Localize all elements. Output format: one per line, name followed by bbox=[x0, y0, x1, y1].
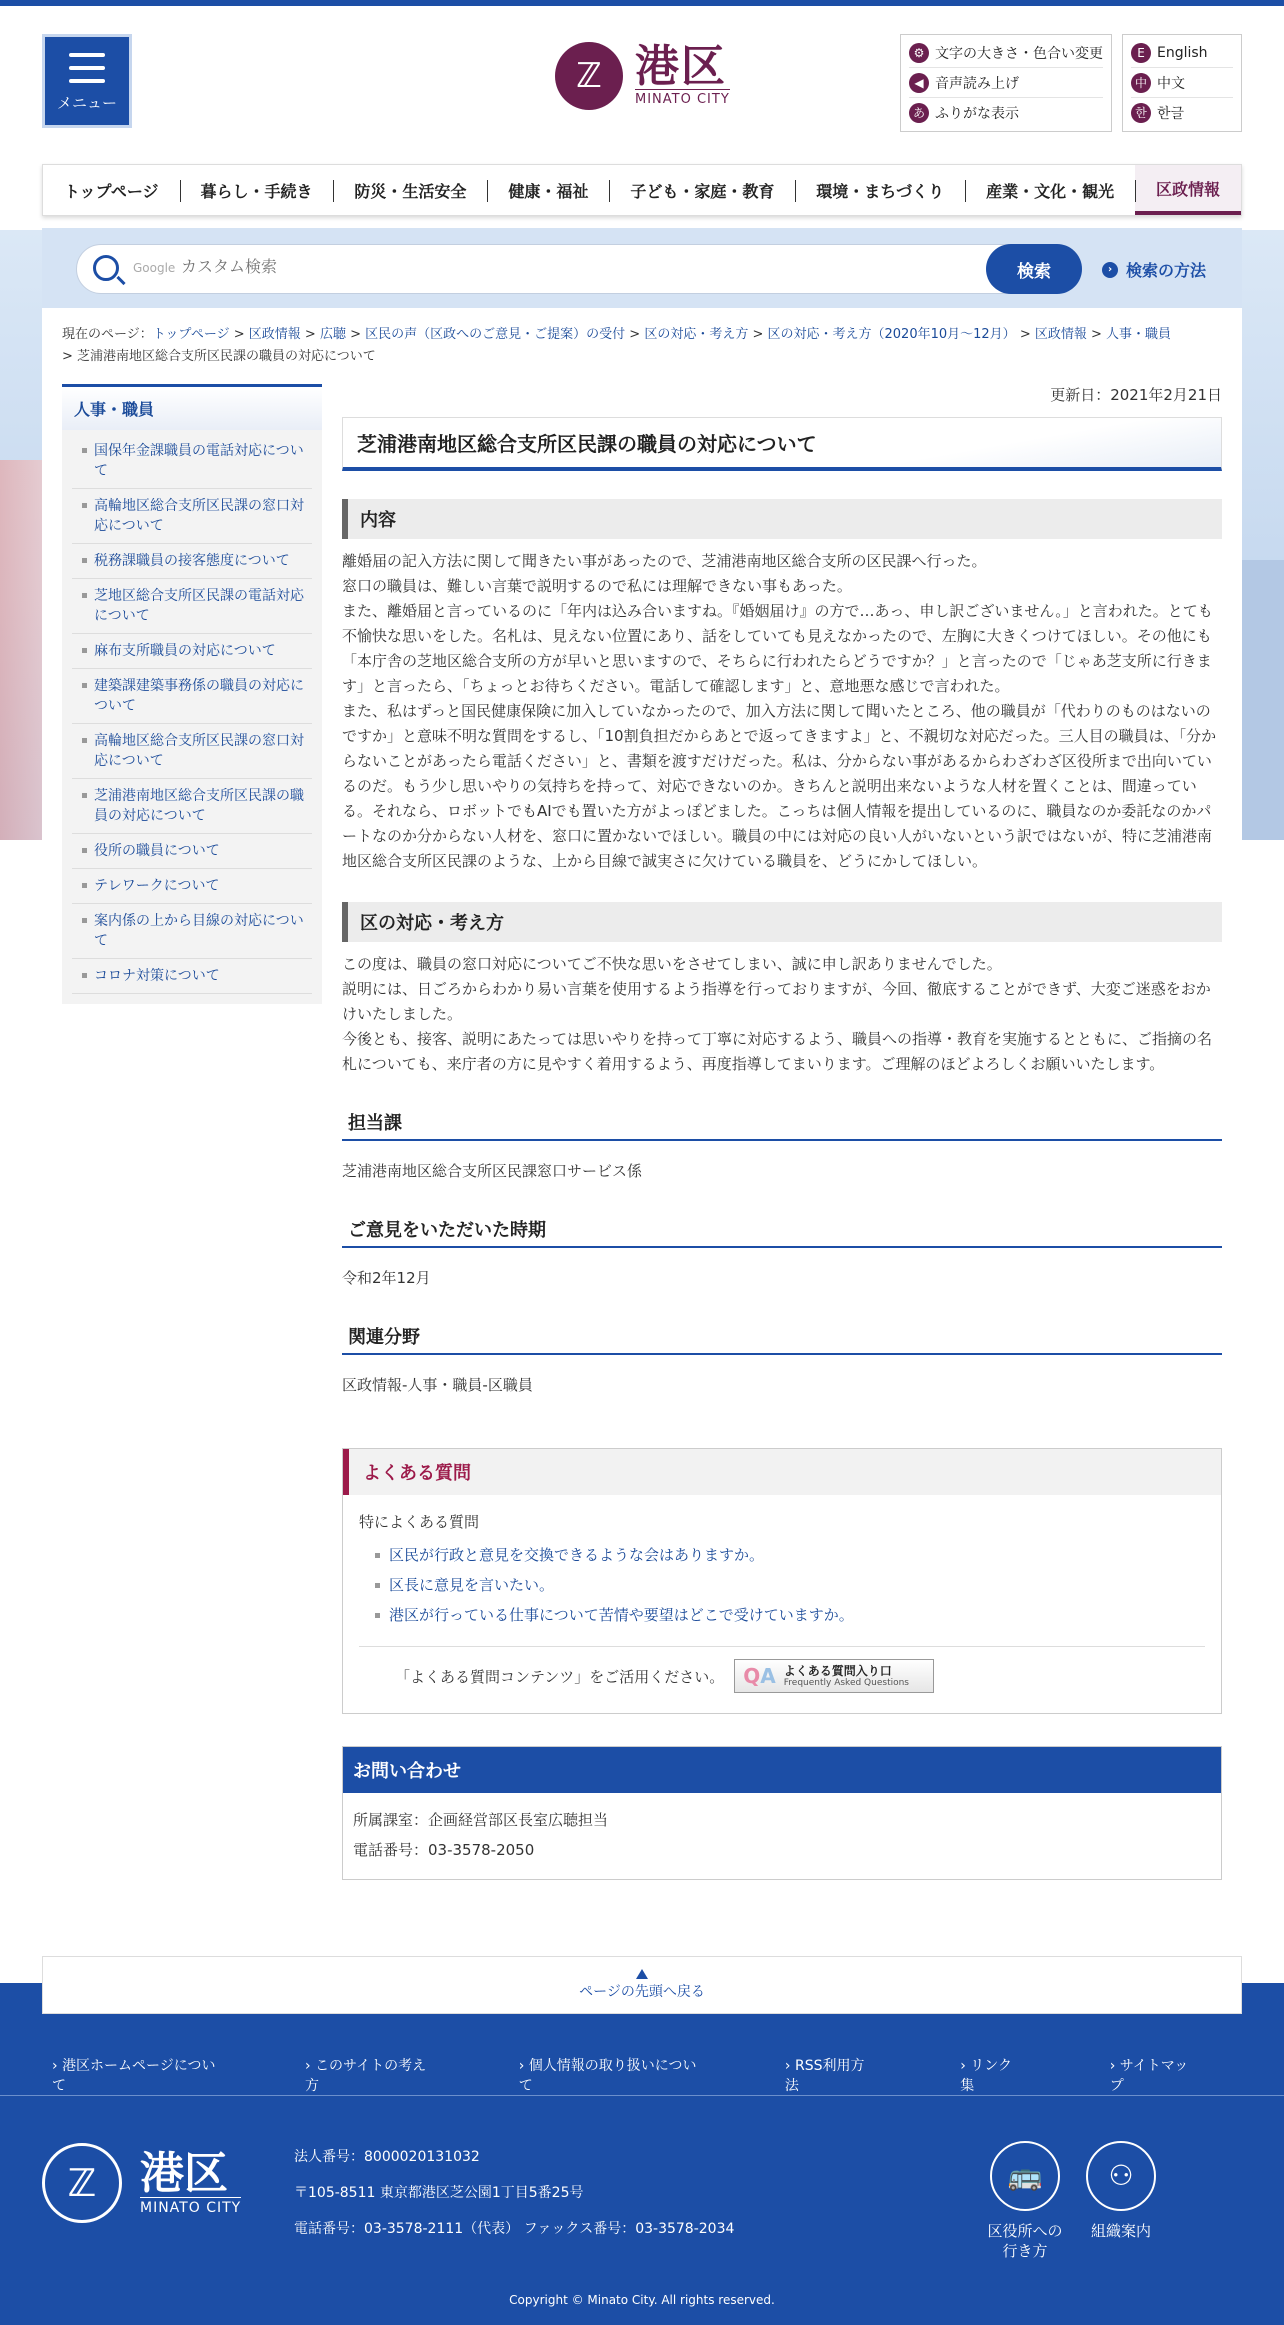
breadcrumb-current: 芝浦港南地区総合支所区民課の職員の対応について bbox=[77, 349, 376, 364]
menu-label: メニュー bbox=[56, 94, 117, 112]
gnav-top[interactable]: トップページ bbox=[63, 181, 159, 201]
footer-link[interactable]: › このサイトの考え方 bbox=[305, 2058, 427, 2094]
copyright: Copyright © Minato City. All rights reserved. bbox=[509, 2293, 775, 2307]
faq-item bbox=[373, 1570, 1205, 1600]
footer-link[interactable]: › リンク集 bbox=[960, 2058, 1012, 2094]
site-logo[interactable] bbox=[555, 42, 730, 110]
search-input[interactable] bbox=[181, 257, 681, 276]
faq-item bbox=[373, 1600, 1205, 1630]
speaker-icon: ◀ bbox=[909, 73, 929, 93]
global-navigation bbox=[42, 164, 1242, 216]
gnav-safety[interactable]: 防災・生活安全 bbox=[333, 165, 487, 215]
faq-q-icon: Q bbox=[743, 1664, 761, 1688]
response-text: この度は、職員の窓口対応についてご不快な思いをさせてしまい、誠に申し訳ありませんでした。 説明には、日ごろからわかり易い言葉を使用するよう指導を行っておりますが、今回、徹底することができず、大変ご迷惑をおかけいたしました。 今後とも、接客、説明にあたっては思いやりを持って丁寧に対応するよう、職員への指導・教育を実施するとともに、ご指摘の名札についても、来庁者の方に見やすく着用するよう、再度指導してまいります。ご理解のほどよろしくお願いいたします。 bbox=[342, 955, 1213, 1073]
contact-tel: 電話番号：03-3578-2050 bbox=[353, 1841, 535, 1859]
section-heading-department: 担当課 bbox=[342, 1105, 1222, 1141]
sidebar-item bbox=[72, 434, 312, 489]
breadcrumb: 現在のページ：トップページ > 区政情報 > 広聴 > 区民の声（区政へのご意見・ご提案）の受付 > 区の対応・考え方 > 区の対応・考え方（2020年10月～12月） > 区政情報 > 人事・職員 > 芝浦港南地区総合支所区民課の職員の対応について bbox=[62, 327, 1172, 364]
sidebar-item bbox=[72, 544, 312, 579]
font-color-settings-link[interactable]: ⚙ 文字の大きさ・色合い変更 bbox=[909, 38, 1103, 68]
search-icon bbox=[93, 255, 119, 281]
language-chinese-link[interactable]: 中 中文 bbox=[1131, 68, 1233, 98]
chevron-right-icon: › bbox=[1102, 262, 1118, 278]
footer-divider bbox=[0, 2095, 1284, 2096]
footer-link[interactable]: › 港区ホームページについて bbox=[52, 2058, 216, 2094]
gnav-living[interactable]: 暮らし・手続き bbox=[180, 165, 334, 215]
read-aloud-link[interactable]: ◀ 音声読み上げ bbox=[909, 68, 1103, 98]
faq-link[interactable]: 区民が行政と意見を交換できるような会はありますか。 bbox=[389, 1546, 765, 1564]
search-button[interactable]: 検索 bbox=[986, 244, 1082, 294]
bus-train-icon: 🚌 bbox=[990, 2141, 1060, 2211]
breadcrumb-link[interactable]: 区の対応・考え方 bbox=[644, 327, 749, 342]
language-korean-link[interactable]: 한 한글 bbox=[1131, 98, 1233, 128]
gnav-health[interactable]: 健康・福祉 bbox=[487, 165, 609, 215]
minato-emblem-icon: ℤ bbox=[555, 42, 623, 110]
korean-icon: 한 bbox=[1131, 103, 1151, 123]
breadcrumb-link[interactable]: 区の対応・考え方（2020年10月～12月） bbox=[767, 327, 1016, 342]
sidebar bbox=[62, 384, 322, 1004]
breadcrumb-link[interactable]: 区民の声（区政へのご意見・ご提案）の受付 bbox=[365, 327, 626, 342]
sidebar-item bbox=[72, 634, 312, 669]
top-accent-bar bbox=[0, 0, 1284, 6]
access-link[interactable]: 🚌 区役所への 行き方 bbox=[970, 2141, 1080, 2261]
sidebar-item-link[interactable]: 税務課職員の接客態度について bbox=[94, 553, 290, 569]
sidebar-item bbox=[72, 579, 312, 634]
chinese-icon: 中 bbox=[1131, 73, 1151, 93]
sidebar-item-link[interactable]: 建築課建築事務係の職員の対応について bbox=[94, 678, 304, 714]
search-box bbox=[76, 244, 1076, 294]
sidebar-item-link[interactable]: 麻布支所職員の対応について bbox=[94, 643, 276, 659]
furigana-icon: あ bbox=[909, 103, 929, 123]
sidebar-item-link[interactable]: テレワークについて bbox=[94, 878, 220, 894]
logo-kanji: 港区 bbox=[635, 41, 727, 92]
sidebar-item bbox=[72, 489, 312, 544]
menu-button[interactable] bbox=[42, 34, 132, 128]
gnav-administration[interactable]: 区政情報 bbox=[1135, 165, 1241, 215]
breadcrumb-link[interactable]: 人事・職員 bbox=[1106, 327, 1172, 342]
google-label: Google bbox=[133, 261, 176, 275]
org-chart-icon: ⚇ bbox=[1086, 2141, 1156, 2211]
sidebar-item-link[interactable]: 高輪地区総合支所区民課の窓口対応について bbox=[94, 498, 304, 534]
sidebar-item-link[interactable]: コロナ対策について bbox=[94, 968, 220, 984]
footer-link[interactable]: › RSS利用方法 bbox=[784, 2058, 865, 2094]
sidebar-item bbox=[72, 834, 312, 869]
faq-link[interactable]: 区長に意見を言いたい。 bbox=[389, 1576, 555, 1594]
faq-a-icon: A bbox=[760, 1664, 776, 1688]
footer-link[interactable]: › 個人情報の取り扱いについて bbox=[518, 2058, 697, 2094]
section-heading-field: 関連分野 bbox=[342, 1319, 1222, 1355]
gnav-environment[interactable]: 環境・まちづくり bbox=[795, 165, 965, 215]
section-heading-content: 内容 bbox=[342, 499, 1222, 539]
organization-link[interactable]: ⚇ 組織案内 bbox=[1066, 2141, 1176, 2241]
sidebar-item-link[interactable]: 役所の職員について bbox=[94, 843, 220, 859]
logo-en: MINATO CITY bbox=[635, 89, 730, 107]
sidebar-item bbox=[72, 869, 312, 904]
hamburger-icon bbox=[69, 53, 105, 83]
accessibility-tools bbox=[900, 34, 1112, 132]
search-help-link[interactable]: › 検索の方法 bbox=[1102, 258, 1206, 281]
arrow-up-icon bbox=[636, 1969, 648, 1979]
faq-intro: 特によくある質問 bbox=[359, 1513, 480, 1531]
main-content bbox=[342, 380, 1222, 1880]
footer bbox=[0, 1983, 1284, 2325]
gear-icon: ⚙ bbox=[909, 43, 929, 63]
minato-emblem-icon: ℤ bbox=[42, 2143, 122, 2223]
gnav-industry[interactable]: 産業・文化・観光 bbox=[965, 165, 1135, 215]
faq-heading: よくある質問 bbox=[343, 1449, 1221, 1495]
breadcrumb-link[interactable]: 区政情報 bbox=[248, 327, 301, 342]
sidebar-item-link[interactable]: 芝地区総合支所区民課の電話対応について bbox=[94, 588, 304, 624]
footer-link[interactable]: › サイトマップ bbox=[1109, 2058, 1189, 2094]
section-heading-period: ご意見をいただいた時期 bbox=[342, 1212, 1222, 1248]
english-icon: E bbox=[1131, 43, 1151, 63]
opinion-text: 離婚届の記入方法に関して聞きたい事があったので、芝浦港南地区総合支所の区民課へ行った。 窓口の職員は、難しい言葉で説明するので私には理解できない事もあった。 また、離婚届と言っているのに「年内は込み合いますね。『婚姻届け』の方で…あっ、申し訳ございません。」と言われた。とても不愉快な思いをした。名札は、見えない位置にあり、話をしていても見えなかったので、左胸に大きくつけてほしい。その他にも「本庁舎の芝地区総合支所の方が早いと思いますので、そちらに行われたらどうですか？」と言ったので「じゃあ芝支所に行きます」と言ったら、「ちょっとお待ちください。電話して確認します」と、意地悪な感じで言われた。 また、私はずっと国民健康保険に加入していなかったので、加入方法に関して聞いたところ、他の職員が「代わりのものはないのですか」と意味不明な質問をするし、「10割負担だからあとで返ってきますよ」と、不親切な対応だった。三人目の職員は、「分からないことがあったら電話ください」と、書類を渡すだけだった。私は、分からない事があるからわざわざ区役所まで出向いているのだ。もう少し思いやりの気持ちを持って、対応できないのか。きちんと説明出来ないような人材を置くことは、間違っている。それなら、ロボットでもAIでも置いた方がよっぽどました。こっちは個人情報を提出しているのに、職員なのか委託なのかパートなのか分からない人材を、窓口に置かないでほしい。職員の中には対応の良い人がいないという訳ではないが、特に芝浦港南地区総合支所区民課のような、上から目線で誠実さに欠けている職員を、どうにかしてほしい。 bbox=[342, 552, 1217, 870]
furigana-link[interactable]: あ ふりがな表示 bbox=[909, 98, 1103, 128]
faq-link[interactable]: 港区が行っている仕事について苦情や要望はどこで受けていますか。 bbox=[389, 1606, 854, 1624]
sidebar-item bbox=[72, 779, 312, 834]
sidebar-item-link[interactable]: 芝浦港南地区総合支所区民課の職員の対応について bbox=[94, 788, 304, 824]
back-to-top-button[interactable]: ページの先頭へ戻る bbox=[42, 1956, 1242, 2014]
updated-date: 更新日：2021年2月21日 bbox=[1050, 386, 1222, 404]
footer-logo: ℤ 港区 MINATO CITY bbox=[42, 2143, 241, 2223]
building-illustration bbox=[1240, 560, 1284, 840]
contact-box bbox=[342, 1746, 1222, 1880]
department-text: 芝浦港南地区総合支所区民課窓口サービス係 bbox=[342, 1162, 643, 1180]
sidebar-item bbox=[72, 669, 312, 724]
breadcrumb-link[interactable]: 広聴 bbox=[319, 327, 346, 342]
sidebar-item-link[interactable]: 高輪地区総合支所区民課の窓口対応について bbox=[94, 733, 304, 769]
field-text: 区政情報-人事・職員-区職員 bbox=[342, 1376, 533, 1394]
gnav-children[interactable]: 子ども・家庭・教育 bbox=[609, 165, 795, 215]
sidebar-item bbox=[72, 959, 312, 994]
sidebar-title-link[interactable]: 人事・職員 bbox=[74, 400, 155, 419]
contact-dept: 所属課室：企画経営部区長室広聴担当 bbox=[353, 1811, 609, 1829]
faq-item bbox=[373, 1540, 1205, 1570]
footer-info: 法人番号：8000020131032 〒105-8511 東京都港区芝公園1丁目5番25号 電話番号：03-3578-2111（代表） ファックス番号：03-3578-2034 bbox=[294, 2149, 735, 2237]
sidebar-item bbox=[72, 904, 312, 959]
breadcrumb-link[interactable]: トップページ bbox=[152, 327, 230, 342]
language-switcher bbox=[1122, 34, 1242, 132]
faq-entrance-banner[interactable]: Q A よくある質問入り口 Frequently Asked Questions bbox=[734, 1659, 934, 1693]
breadcrumb-link[interactable]: 区政情報 bbox=[1034, 327, 1087, 342]
faq-more: 「よくある質問コンテンツ」をご活用ください。 Q A よくある質問入り口 Frequently Asked Questions bbox=[359, 1646, 1205, 1693]
sidebar-item-link[interactable]: 案内係の上から目線の対応について bbox=[94, 913, 304, 949]
search-area bbox=[42, 228, 1242, 308]
language-english-link[interactable]: E English bbox=[1131, 38, 1233, 68]
period-text: 令和2年12月 bbox=[342, 1269, 431, 1287]
sidebar-item-link[interactable]: 国保年金課職員の電話対応について bbox=[94, 443, 304, 479]
sidebar-item bbox=[72, 724, 312, 779]
footer-links bbox=[52, 2055, 1284, 2095]
section-heading-response: 区の対応・考え方 bbox=[342, 902, 1222, 942]
page-title: 芝浦港南地区総合支所区民課の職員の対応について bbox=[342, 417, 1222, 471]
faq-box bbox=[342, 1448, 1222, 1714]
contact-heading: お問い合わせ bbox=[343, 1747, 1221, 1793]
